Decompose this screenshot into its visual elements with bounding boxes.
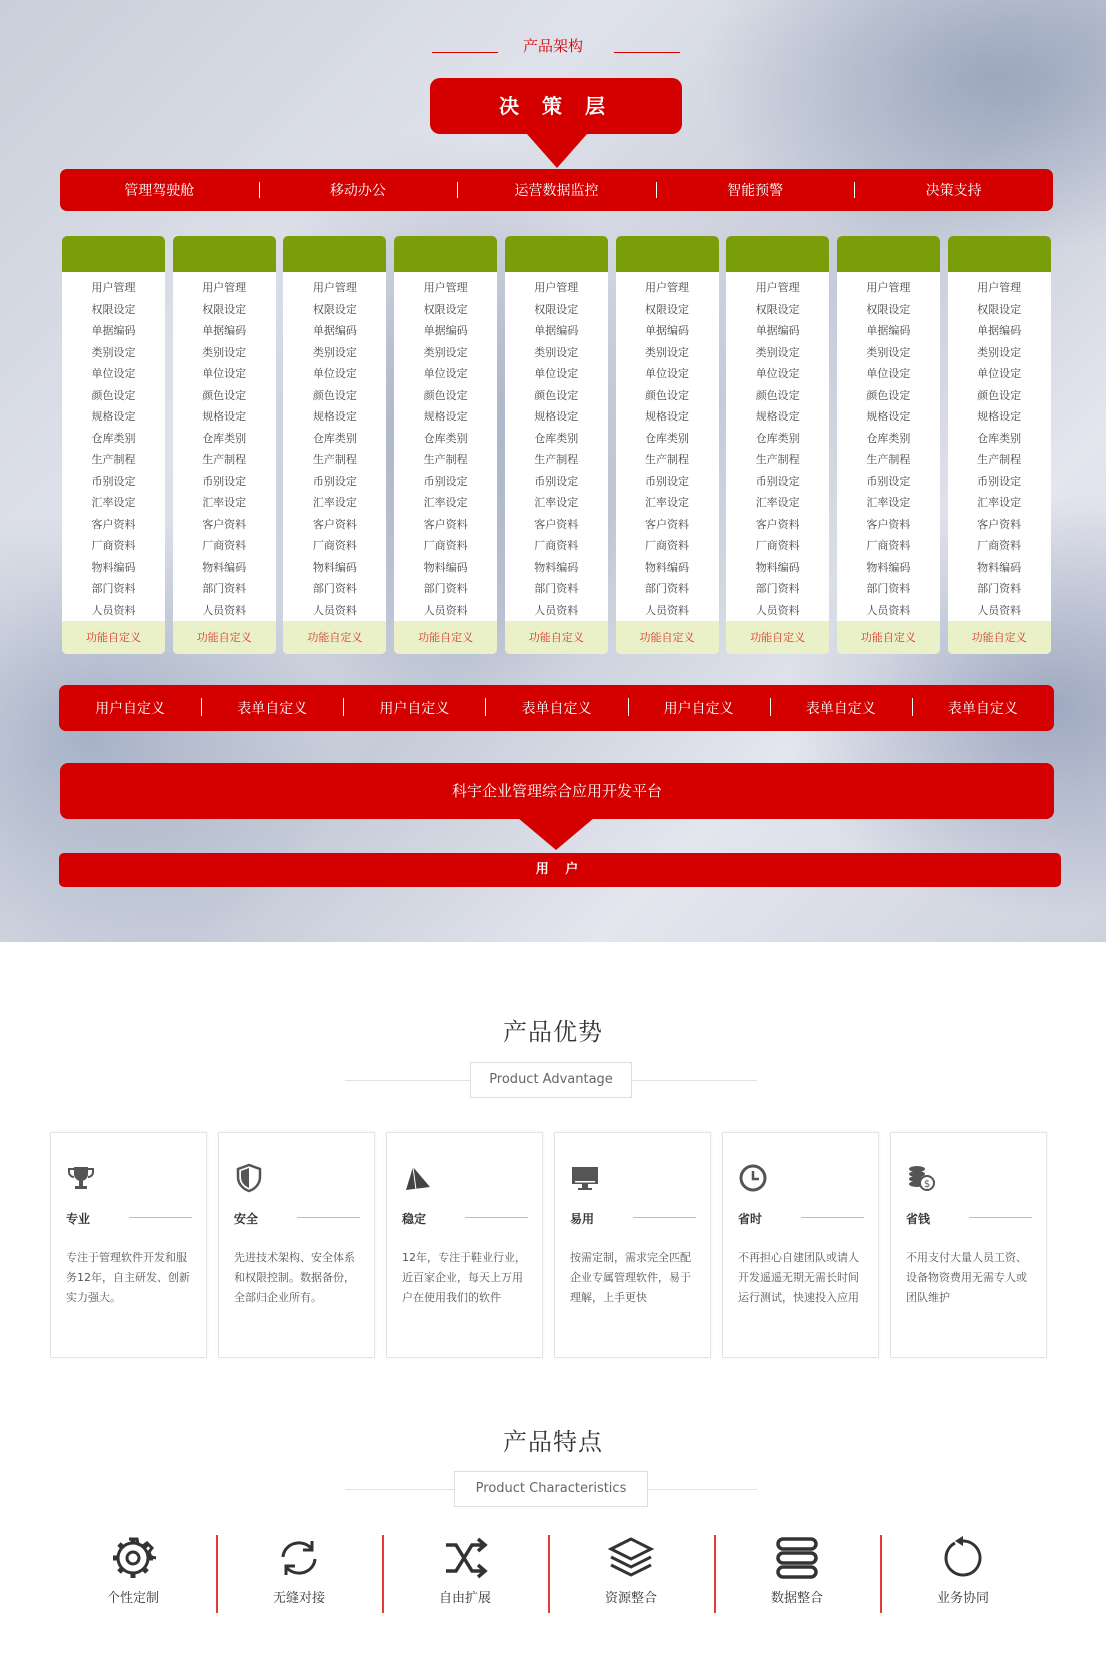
column-item: 汇率设定: [977, 496, 1022, 509]
custom-bar-item: 用户自定义: [628, 698, 770, 718]
column-header: [726, 236, 829, 272]
coins-icon: [906, 1163, 936, 1193]
column-item: 汇率设定: [866, 496, 911, 509]
char-label: 无缝对接: [272, 1591, 325, 1606]
advantages-subtitle-row: [0, 1062, 1106, 1098]
column-item: 人员资料: [91, 603, 136, 617]
column-item: 权限设定: [91, 302, 136, 316]
card-rule: [633, 1217, 696, 1218]
custom-bar-item: 表单自定义: [201, 698, 343, 718]
card-rule: [801, 1217, 864, 1218]
column-item: 物料编码: [534, 560, 579, 574]
column-item: 颜色设定: [423, 388, 468, 402]
advantage-card[interactable]: [218, 1132, 375, 1358]
characteristics-subtitle: Product Characteristics: [454, 1471, 648, 1507]
top-bar-item: 智能预警: [656, 180, 855, 200]
column-item: 物料编码: [866, 560, 911, 574]
architecture-heading: [0, 35, 1106, 56]
column-item: 颜色设定: [977, 388, 1022, 402]
column-item: 仓库类别: [534, 431, 579, 445]
column-item: 颜色设定: [645, 388, 689, 402]
card-rule: [969, 1217, 1032, 1218]
column-item: 用户管理: [91, 281, 136, 294]
column-item: 物料编码: [755, 560, 800, 574]
card-desc: 不用支付大量人员工资、设备物资费用无需专人或团队维护: [906, 1251, 1027, 1304]
column-item: 部门资料: [977, 582, 1022, 595]
card-title: 省钱: [906, 1212, 931, 1226]
column-item: 厂商资料: [755, 539, 800, 552]
database-icon: [772, 1535, 822, 1581]
column-item: 币别设定: [91, 474, 136, 488]
column-item: 客户资料: [91, 517, 136, 531]
column-item: 类别设定: [202, 345, 247, 359]
column-items: [948, 272, 1051, 621]
column-item: 单位设定: [312, 367, 357, 380]
column-item: 人员资料: [312, 603, 357, 617]
column-item: 人员资料: [977, 603, 1022, 617]
column-item: 厂商资料: [645, 539, 689, 552]
column-item: 汇率设定: [534, 496, 579, 509]
column-item: 类别设定: [977, 345, 1022, 359]
column-item: 类别设定: [866, 345, 911, 359]
layers-icon: [606, 1535, 656, 1581]
advantage-card[interactable]: [50, 1132, 207, 1358]
column-item: 权限设定: [202, 302, 247, 316]
column-item: 用户管理: [645, 281, 689, 294]
column-item: 颜色设定: [866, 388, 911, 402]
characteristics-heading: [0, 1422, 1106, 1457]
card-title: 易用: [570, 1212, 595, 1226]
column-footer[interactable]: 功能自定义: [837, 621, 940, 654]
column-item: 客户资料: [977, 517, 1022, 531]
column-header: [283, 236, 386, 272]
column-item: 厂商资料: [202, 539, 247, 552]
card-desc: 专注于管理软件开发和服务12年，自主研发、创新实力强大。: [66, 1251, 190, 1304]
heading-rule-left: [432, 52, 498, 53]
advantages-subtitle: Product Advantage: [470, 1062, 632, 1098]
column-item: 汇率设定: [312, 496, 357, 509]
module-column: [837, 236, 940, 654]
top-bar-item: 移动办公: [259, 180, 458, 200]
column-items: [726, 272, 829, 621]
card-rule: [297, 1217, 360, 1218]
column-item: 类别设定: [312, 345, 357, 359]
column-item: 汇率设定: [423, 496, 468, 509]
column-item: 类别设定: [91, 345, 136, 359]
column-item: 生产制程: [645, 453, 689, 466]
char-item[interactable]: [903, 1535, 1023, 1606]
column-footer[interactable]: 功能自定义: [394, 621, 497, 654]
column-header: [173, 236, 276, 272]
card-title: 省时: [738, 1212, 763, 1226]
top-function-bar: [60, 169, 1053, 211]
char-item[interactable]: [571, 1535, 691, 1606]
column-item: 单据编码: [977, 324, 1022, 337]
top-bar-item: 决策支持: [854, 180, 1053, 200]
column-item: 部门资料: [645, 582, 689, 595]
column-item: 规格设定: [534, 410, 579, 423]
column-item: 汇率设定: [645, 496, 689, 509]
column-items: [62, 272, 165, 621]
column-item: 币别设定: [645, 474, 689, 488]
column-item: 权限设定: [423, 302, 468, 316]
column-item: 币别设定: [534, 474, 579, 488]
module-column: [394, 236, 497, 654]
gear-icon: [108, 1535, 158, 1581]
column-item: 客户资料: [202, 517, 247, 531]
column-footer[interactable]: 功能自定义: [726, 621, 829, 654]
mountain-icon: [402, 1163, 432, 1193]
column-item: 单据编码: [91, 324, 136, 337]
column-item: 用户管理: [423, 281, 468, 294]
column-item: 用户管理: [755, 281, 800, 294]
advantage-card[interactable]: [722, 1132, 879, 1358]
column-item: 物料编码: [645, 560, 689, 574]
column-item: 厂商资料: [312, 539, 357, 552]
characteristics-row: [50, 1535, 1050, 1615]
column-item: 币别设定: [202, 474, 247, 488]
column-header: [948, 236, 1051, 272]
separator: [548, 1535, 550, 1613]
char-label: 数据整合: [770, 1591, 823, 1606]
architecture-title: 产品架构: [522, 37, 583, 55]
column-item: 厂商资料: [91, 539, 136, 552]
column-item: 人员资料: [534, 603, 579, 617]
column-header: [616, 236, 719, 272]
advantages-heading: [0, 1012, 1106, 1047]
custom-bar-item: 用户自定义: [343, 698, 485, 718]
column-item: 部门资料: [866, 582, 911, 595]
column-footer[interactable]: 功能自定义: [62, 621, 165, 654]
column-items: [394, 272, 497, 621]
column-item: 用户管理: [866, 281, 911, 294]
column-item: 人员资料: [645, 603, 689, 617]
column-item: 权限设定: [755, 302, 800, 316]
column-item: 部门资料: [202, 582, 247, 595]
advantage-card[interactable]: [386, 1132, 543, 1358]
column-items: [173, 272, 276, 621]
column-item: 权限设定: [534, 302, 579, 316]
column-item: 生产制程: [755, 453, 800, 466]
column-item: 客户资料: [755, 517, 800, 531]
column-item: 币别设定: [755, 474, 800, 488]
column-header: [62, 236, 165, 272]
separator: [714, 1535, 716, 1613]
char-item[interactable]: [737, 1535, 857, 1606]
column-item: 厂商资料: [866, 539, 911, 552]
column-item: 颜色设定: [755, 388, 800, 402]
column-item: 单位设定: [866, 367, 911, 380]
user-bar: 用 户: [59, 853, 1061, 887]
module-column: [616, 236, 719, 654]
custom-bar-item: 表单自定义: [485, 698, 627, 718]
column-item: 物料编码: [977, 560, 1022, 574]
column-item: 币别设定: [866, 474, 911, 488]
char-label: 资源整合: [604, 1591, 657, 1606]
column-item: 颜色设定: [534, 388, 579, 402]
top-bar-item: 管理驾驶舱: [124, 183, 195, 199]
separator: [880, 1535, 882, 1613]
column-item: 部门资料: [312, 582, 357, 595]
column-item: 生产制程: [977, 453, 1022, 466]
column-item: 单位设定: [755, 367, 800, 380]
column-item: 单据编码: [202, 324, 247, 337]
column-item: 单据编码: [755, 324, 800, 337]
column-item: 厂商资料: [534, 539, 579, 552]
column-item: 物料编码: [423, 560, 468, 574]
column-item: 厂商资料: [423, 539, 468, 552]
column-footer[interactable]: 功能自定义: [173, 621, 276, 654]
column-item: 厂商资料: [977, 539, 1022, 552]
platform-bar: 科宇企业管理综合应用开发平台: [60, 763, 1054, 819]
module-column: [173, 236, 276, 654]
column-item: 用户管理: [202, 281, 247, 294]
column-item: 权限设定: [977, 302, 1022, 316]
column-item: 规格设定: [977, 410, 1022, 423]
card-title: 稳定: [402, 1212, 427, 1226]
column-items: [616, 272, 719, 621]
column-item: 仓库类别: [755, 431, 800, 445]
char-label: 自由扩展: [438, 1591, 491, 1606]
column-footer[interactable]: 功能自定义: [505, 621, 608, 654]
column-item: 仓库类别: [91, 431, 136, 445]
column-item: 权限设定: [645, 302, 689, 316]
column-item: 规格设定: [866, 410, 911, 423]
column-item: 人员资料: [202, 603, 247, 617]
column-item: 生产制程: [312, 453, 357, 466]
column-header: [505, 236, 608, 272]
column-item: 单位设定: [91, 367, 136, 380]
card-desc: 按需定制，需求完全匹配企业专属管理软件，易于理解，上手更快: [570, 1251, 691, 1304]
column-item: 类别设定: [534, 345, 579, 359]
column-item: 部门资料: [755, 582, 800, 595]
column-item: 颜色设定: [312, 388, 357, 402]
down-arrow-icon: [518, 818, 594, 850]
column-item: 部门资料: [423, 582, 468, 595]
char-label: 业务协同: [936, 1591, 989, 1606]
column-items: [837, 272, 940, 621]
column-item: 生产制程: [91, 453, 136, 466]
column-item: 物料编码: [312, 560, 357, 574]
column-item: 仓库类别: [866, 431, 911, 445]
column-item: 颜色设定: [202, 388, 247, 402]
column-item: 用户管理: [534, 281, 579, 294]
column-item: 币别设定: [312, 474, 357, 488]
column-items: [283, 272, 386, 621]
column-item: 规格设定: [312, 410, 357, 423]
decision-layer-box: 决 策 层: [430, 78, 682, 134]
column-item: 仓库类别: [202, 431, 247, 445]
column-item: 规格设定: [423, 410, 468, 423]
column-item: 单据编码: [645, 324, 689, 337]
column-item: 人员资料: [423, 603, 468, 617]
card-desc: 不再担心自建团队或请人开发遥遥无期无需长时间运行测试，快速投入应用: [738, 1251, 859, 1304]
advantage-cards: [50, 1132, 1050, 1358]
top-bar-item: 运营数据监控: [457, 180, 656, 200]
column-item: 类别设定: [755, 345, 800, 359]
column-item: 客户资料: [423, 517, 468, 531]
column-item: 仓库类别: [977, 431, 1022, 445]
characteristics-title: 产品特点: [503, 1428, 603, 1456]
column-item: 生产制程: [866, 453, 911, 466]
column-item: 生产制程: [202, 453, 247, 466]
column-item: 单据编码: [423, 324, 468, 337]
refresh-icon: [938, 1535, 988, 1581]
column-item: 单位设定: [534, 367, 579, 380]
column-item: 客户资料: [645, 517, 689, 531]
column-item: 物料编码: [91, 560, 136, 574]
custom-bar-item: 用户自定义: [95, 701, 166, 717]
card-rule: [129, 1217, 192, 1218]
column-item: 部门资料: [91, 582, 136, 595]
characteristics-subtitle-row: [0, 1471, 1106, 1507]
column-item: 规格设定: [202, 410, 247, 423]
custom-bar: [59, 685, 1054, 731]
advantage-card[interactable]: [554, 1132, 711, 1358]
column-item: 单位设定: [645, 367, 689, 380]
column-footer[interactable]: 功能自定义: [283, 621, 386, 654]
column-item: 币别设定: [977, 474, 1022, 488]
column-items: [505, 272, 608, 621]
column-item: 规格设定: [755, 410, 800, 423]
separator: [382, 1535, 384, 1613]
card-rule: [465, 1217, 528, 1218]
column-item: 客户资料: [534, 517, 579, 531]
trophy-icon: [66, 1163, 96, 1193]
column-item: 单据编码: [312, 324, 357, 337]
column-item: 人员资料: [866, 603, 911, 617]
column-item: 单据编码: [534, 324, 579, 337]
char-item[interactable]: [239, 1535, 359, 1606]
char-label: 个性定制: [106, 1591, 159, 1606]
column-item: 汇率设定: [755, 496, 800, 509]
column-item: 部门资料: [534, 582, 579, 595]
advantage-card[interactable]: [890, 1132, 1047, 1358]
column-item: 单位设定: [423, 367, 468, 380]
heading-rule-right: [614, 52, 680, 53]
column-item: 客户资料: [866, 517, 911, 531]
card-title: 专业: [66, 1212, 91, 1226]
column-item: 颜色设定: [91, 388, 136, 402]
column-item: 生产制程: [534, 453, 579, 466]
advantages-title: 产品优势: [503, 1018, 603, 1046]
column-item: 类别设定: [423, 345, 468, 359]
column-item: 仓库类别: [423, 431, 468, 445]
module-column: [283, 236, 386, 654]
sync-icon: [274, 1535, 324, 1581]
column-item: 汇率设定: [91, 496, 136, 509]
monitor-icon: [570, 1163, 600, 1193]
column-item: 币别设定: [423, 474, 468, 488]
column-item: 规格设定: [645, 410, 689, 423]
column-item: 单据编码: [866, 324, 911, 337]
column-item: 用户管理: [977, 281, 1022, 294]
char-item[interactable]: [73, 1535, 193, 1606]
module-column: [62, 236, 165, 654]
shuffle-icon: [440, 1535, 490, 1581]
column-item: 客户资料: [312, 517, 357, 531]
column-item: 规格设定: [91, 410, 136, 423]
column-header: [394, 236, 497, 272]
column-item: 权限设定: [866, 302, 911, 316]
column-item: 类别设定: [645, 345, 689, 359]
svg-text:$: $: [923, 1179, 931, 1190]
card-desc: 先进技术架构、安全体系和权限控制。数据备份，全部归企业所有。: [234, 1251, 355, 1304]
column-item: 人员资料: [755, 603, 800, 617]
column-header: [837, 236, 940, 272]
separator: [216, 1535, 218, 1613]
column-item: 生产制程: [423, 453, 468, 466]
char-item[interactable]: [405, 1535, 525, 1606]
column-item: 权限设定: [312, 302, 357, 316]
card-title: 安全: [234, 1212, 259, 1226]
column-item: 仓库类别: [645, 431, 689, 445]
module-column: [505, 236, 608, 654]
column-item: 物料编码: [202, 560, 247, 574]
custom-bar-item: 表单自定义: [912, 698, 1054, 718]
column-item: 单位设定: [977, 367, 1022, 380]
module-column: [726, 236, 829, 654]
column-footer[interactable]: 功能自定义: [948, 621, 1051, 654]
custom-bar-item: 表单自定义: [770, 698, 912, 718]
clock-icon: [738, 1163, 768, 1193]
column-item: 仓库类别: [312, 431, 357, 445]
shield-icon: [234, 1163, 264, 1193]
column-item: 单位设定: [202, 367, 247, 380]
column-item: 汇率设定: [202, 496, 247, 509]
module-column: [948, 236, 1051, 654]
module-columns: [62, 236, 1052, 654]
column-footer[interactable]: 功能自定义: [616, 621, 719, 654]
down-arrow-icon: [527, 134, 587, 168]
column-item: 用户管理: [312, 281, 357, 294]
card-desc: 12年，专注于鞋业行业，近百家企业，每天上万用户在使用我们的软件: [402, 1251, 526, 1304]
